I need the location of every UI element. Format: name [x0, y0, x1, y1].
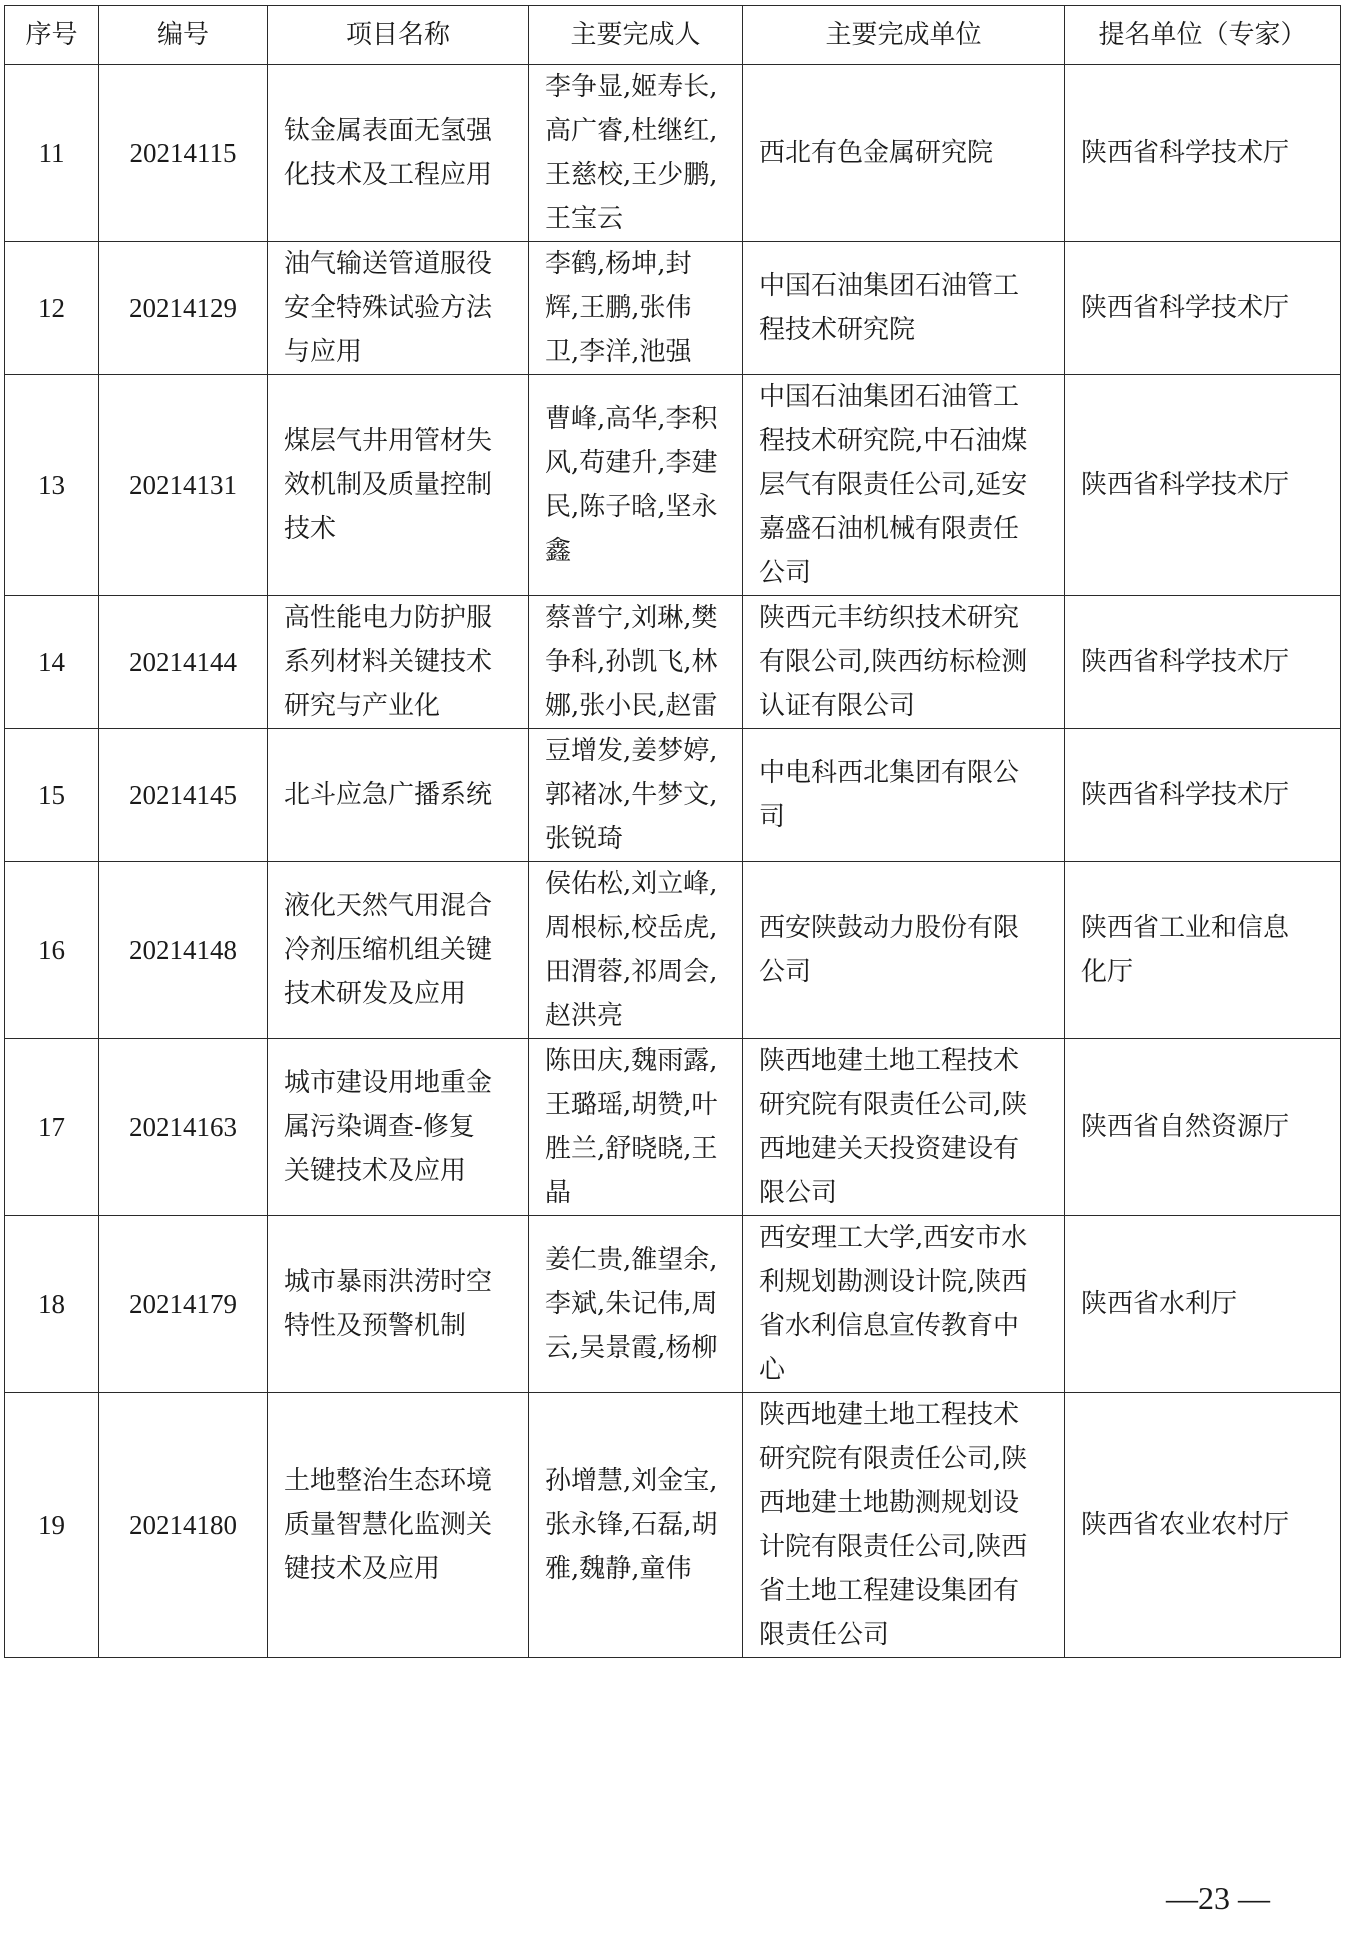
- header-seq: 序号: [5, 6, 99, 65]
- cell-seq: 12: [5, 242, 99, 375]
- cell-main-persons: [529, 375, 743, 596]
- table-row: [5, 596, 1341, 729]
- cell-project-name-line: 技术研发及应用: [284, 979, 467, 1009]
- table-row: [5, 375, 1341, 596]
- cell-project-name-line: 化技术及工程应用: [284, 160, 493, 190]
- cell-main-persons-line: 辉,王鹏,张伟: [545, 293, 692, 323]
- cell-project-name-line: 关键技术及应用: [284, 1156, 467, 1186]
- cell-nominator-line: 陕西省农业农村厅: [1081, 1510, 1290, 1540]
- cell-main-units-line: 层气有限责任公司,延安: [759, 470, 1028, 500]
- cell-project-name: [268, 1039, 529, 1216]
- cell-project-name: [268, 242, 529, 375]
- award-table: [4, 5, 1341, 1658]
- cell-main-persons: [529, 242, 743, 375]
- table-row: [5, 242, 1341, 375]
- cell-code: 20214148: [99, 862, 268, 1039]
- cell-main-units: [743, 375, 1065, 596]
- cell-main-persons-line: 郭褚冰,牛梦文,: [545, 780, 718, 810]
- cell-main-units-line: 省水利信息宣传教育中: [759, 1311, 1020, 1341]
- header-project-name: 项目名称: [268, 6, 529, 65]
- cell-main-persons-line: 争科,孙凯飞,林: [545, 647, 718, 677]
- cell-project-name-line: 质量智慧化监测关: [284, 1510, 493, 1540]
- cell-main-units: [743, 729, 1065, 862]
- cell-main-units: [743, 1216, 1065, 1393]
- cell-main-units-line: 认证有限公司: [759, 691, 916, 721]
- cell-main-units-line: 心: [759, 1355, 786, 1385]
- cell-main-units-line: 计院有限责任公司,陕西: [759, 1532, 1028, 1562]
- cell-main-units-line: 限公司: [759, 1178, 838, 1208]
- table-header: [5, 6, 1341, 65]
- cell-main-units-line: 中电科西北集团有限公: [759, 758, 1020, 788]
- cell-project-name-line: 效机制及质量控制: [284, 470, 493, 500]
- cell-code: 20214131: [99, 375, 268, 596]
- cell-main-persons-line: 侯佑松,刘立峰,: [545, 869, 718, 899]
- cell-nominator: [1065, 596, 1341, 729]
- cell-nominator: [1065, 242, 1341, 375]
- cell-main-persons-line: 晶: [545, 1178, 572, 1208]
- cell-project-name-line: 技术: [284, 514, 337, 544]
- table-body: [5, 65, 1341, 1658]
- cell-main-persons-line: 鑫: [545, 536, 572, 566]
- cell-main-persons-line: 风,苟建升,李建: [545, 448, 718, 478]
- cell-project-name-line: 键技术及应用: [284, 1554, 441, 1584]
- cell-project-name-line: 属污染调查-修复: [284, 1112, 475, 1142]
- cell-main-units: [743, 1393, 1065, 1658]
- table-row: [5, 1216, 1341, 1393]
- cell-code: 20214180: [99, 1393, 268, 1658]
- cell-project-name-line: 钛金属表面无氢强: [284, 116, 493, 146]
- cell-project-name-line: 安全特殊试验方法: [284, 293, 493, 323]
- cell-main-persons-line: 周根标,校岳虎,: [545, 913, 718, 943]
- header-nominator: 提名单位（专家）: [1065, 6, 1341, 65]
- header-main-units: 主要完成单位: [743, 6, 1065, 65]
- cell-nominator-line: 化厅: [1081, 957, 1134, 987]
- cell-main-persons-line: 李争显,姬寿长,: [545, 72, 718, 102]
- cell-main-persons-line: 民,陈子晗,坚永: [545, 492, 718, 522]
- header-row: [5, 6, 1341, 65]
- cell-main-persons-line: 张永锋,石磊,胡: [545, 1510, 718, 1540]
- cell-main-units-line: 公司: [759, 558, 812, 588]
- cell-main-persons-line: 王慈校,王少鹏,: [545, 160, 718, 190]
- cell-project-name-line: 特性及预警机制: [284, 1311, 467, 1341]
- table-row: [5, 862, 1341, 1039]
- cell-project-name-line: 北斗应急广播系统: [284, 780, 493, 810]
- cell-main-units-line: 中国石油集团石油管工: [759, 382, 1020, 412]
- cell-nominator: [1065, 375, 1341, 596]
- cell-main-units: [743, 596, 1065, 729]
- cell-main-units-line: 西地建土地勘测规划设: [759, 1488, 1020, 1518]
- cell-main-persons: [529, 65, 743, 242]
- cell-main-units-line: 西安陕鼓动力股份有限: [759, 913, 1020, 943]
- cell-project-name: [268, 65, 529, 242]
- cell-main-persons-line: 王璐瑶,胡赞,叶: [545, 1090, 718, 1120]
- table-row: [5, 729, 1341, 862]
- cell-main-persons-line: 高广睿,杜继红,: [545, 116, 718, 146]
- table-row: [5, 1393, 1341, 1658]
- cell-main-persons-line: 雅,魏静,童伟: [545, 1554, 692, 1584]
- cell-main-persons-line: 陈田庆,魏雨露,: [545, 1046, 718, 1076]
- cell-seq: 11: [5, 65, 99, 242]
- table-row: [5, 1039, 1341, 1216]
- cell-main-units-line: 利规划勘测设计院,陕西: [759, 1267, 1028, 1297]
- cell-main-persons-line: 胜兰,舒晓晓,王: [545, 1134, 718, 1164]
- cell-main-persons-line: 张锐琦: [545, 824, 624, 854]
- cell-nominator-line: 陕西省科学技术厅: [1081, 293, 1290, 323]
- cell-main-units-line: 陕西地建土地工程技术: [759, 1046, 1020, 1076]
- cell-seq: 15: [5, 729, 99, 862]
- cell-project-name-line: 土地整治生态环境: [284, 1466, 493, 1496]
- cell-main-units-line: 司: [759, 802, 786, 832]
- cell-code: 20214129: [99, 242, 268, 375]
- cell-nominator-line: 陕西省工业和信息: [1081, 913, 1290, 943]
- cell-seq: 16: [5, 862, 99, 1039]
- cell-main-persons-line: 姜仁贵,雒望余,: [545, 1245, 718, 1275]
- cell-project-name: [268, 1216, 529, 1393]
- cell-project-name: [268, 729, 529, 862]
- cell-project-name-line: 煤层气井用管材失: [284, 426, 493, 456]
- cell-main-units-line: 嘉盛石油机械有限责任: [759, 514, 1020, 544]
- cell-main-units-line: 西地建关天投资建设有: [759, 1134, 1020, 1164]
- cell-code: 20214115: [99, 65, 268, 242]
- cell-seq: 17: [5, 1039, 99, 1216]
- cell-main-units: [743, 1039, 1065, 1216]
- cell-main-persons-line: 赵洪亮: [545, 1001, 624, 1031]
- cell-nominator: [1065, 862, 1341, 1039]
- cell-main-persons-line: 孙增慧,刘金宝,: [545, 1466, 718, 1496]
- cell-main-units-line: 公司: [759, 957, 812, 987]
- cell-nominator-line: 陕西省科学技术厅: [1081, 647, 1290, 677]
- cell-main-units: [743, 862, 1065, 1039]
- cell-project-name-line: 与应用: [284, 337, 363, 367]
- cell-nominator: [1065, 729, 1341, 862]
- cell-nominator: [1065, 1216, 1341, 1393]
- cell-main-persons: [529, 1039, 743, 1216]
- cell-code: 20214163: [99, 1039, 268, 1216]
- cell-main-units-line: 西北有色金属研究院: [759, 138, 994, 168]
- cell-project-name-line: 冷剂压缩机组关键: [284, 935, 493, 965]
- cell-nominator-line: 陕西省科学技术厅: [1081, 138, 1290, 168]
- cell-main-persons: [529, 729, 743, 862]
- cell-main-units: [743, 242, 1065, 375]
- cell-seq: 14: [5, 596, 99, 729]
- cell-main-units-line: 中国石油集团石油管工: [759, 271, 1020, 301]
- cell-main-persons-line: 云,吴景霞,杨柳: [545, 1333, 718, 1363]
- cell-project-name-line: 城市建设用地重金: [284, 1068, 493, 1098]
- cell-main-persons: [529, 596, 743, 729]
- cell-seq: 18: [5, 1216, 99, 1393]
- cell-main-persons-line: 蔡普宁,刘琳,樊: [545, 603, 718, 633]
- cell-project-name-line: 液化天然气用混合: [284, 891, 493, 921]
- cell-seq: 19: [5, 1393, 99, 1658]
- cell-project-name: [268, 596, 529, 729]
- cell-code: 20214145: [99, 729, 268, 862]
- cell-main-units-line: 研究院有限责任公司,陕: [759, 1444, 1028, 1474]
- cell-main-persons-line: 娜,张小民,赵雷: [545, 691, 718, 721]
- cell-nominator-line: 陕西省科学技术厅: [1081, 470, 1290, 500]
- cell-main-persons-line: 王宝云: [545, 204, 624, 234]
- cell-main-persons-line: 李鹤,杨坤,封: [545, 249, 692, 279]
- cell-nominator-line: 陕西省自然资源厅: [1081, 1112, 1290, 1142]
- cell-main-units-line: 程技术研究院,中石油煤: [759, 426, 1028, 456]
- cell-nominator: [1065, 1393, 1341, 1658]
- cell-seq: 13: [5, 375, 99, 596]
- cell-main-persons: [529, 1393, 743, 1658]
- cell-main-units-line: 陕西地建土地工程技术: [759, 1400, 1020, 1430]
- header-code: 编号: [99, 6, 268, 65]
- cell-project-name: [268, 1393, 529, 1658]
- cell-project-name: [268, 375, 529, 596]
- cell-project-name-line: 系列材料关键技术: [284, 647, 493, 677]
- page-number: —23 —: [1166, 1880, 1270, 1916]
- cell-main-units-line: 程技术研究院: [759, 315, 916, 345]
- cell-main-persons-line: 曹峰,高华,李积: [545, 404, 718, 434]
- cell-project-name-line: 高性能电力防护服: [284, 603, 493, 633]
- cell-main-persons-line: 豆增发,姜梦婷,: [545, 736, 718, 766]
- cell-main-units: [743, 65, 1065, 242]
- cell-main-persons: [529, 862, 743, 1039]
- cell-nominator-line: 陕西省科学技术厅: [1081, 780, 1290, 810]
- cell-main-persons: [529, 1216, 743, 1393]
- cell-main-units-line: 省土地工程建设集团有: [759, 1576, 1020, 1606]
- cell-main-persons-line: 李斌,朱记伟,周: [545, 1289, 718, 1319]
- table-row: [5, 65, 1341, 242]
- cell-main-units-line: 西安理工大学,西安市水: [759, 1223, 1028, 1253]
- cell-main-units-line: 陕西元丰纺织技术研究: [759, 603, 1020, 633]
- cell-project-name: [268, 862, 529, 1039]
- cell-main-persons-line: 卫,李洋,池强: [545, 337, 692, 367]
- cell-code: 20214179: [99, 1216, 268, 1393]
- cell-code: 20214144: [99, 596, 268, 729]
- cell-main-units-line: 有限公司,陕西纺标检测: [759, 647, 1028, 677]
- cell-main-units-line: 研究院有限责任公司,陕: [759, 1090, 1028, 1120]
- cell-project-name-line: 研究与产业化: [284, 691, 441, 721]
- cell-nominator: [1065, 1039, 1341, 1216]
- cell-nominator-line: 陕西省水利厅: [1081, 1289, 1238, 1319]
- header-main-persons: 主要完成人: [529, 6, 743, 65]
- cell-nominator: [1065, 65, 1341, 242]
- cell-project-name-line: 城市暴雨洪涝时空: [284, 1267, 493, 1297]
- cell-main-persons-line: 田渭蓉,祁周会,: [545, 957, 718, 987]
- cell-main-units-line: 限责任公司: [759, 1620, 890, 1650]
- cell-project-name-line: 油气输送管道服役: [284, 249, 493, 279]
